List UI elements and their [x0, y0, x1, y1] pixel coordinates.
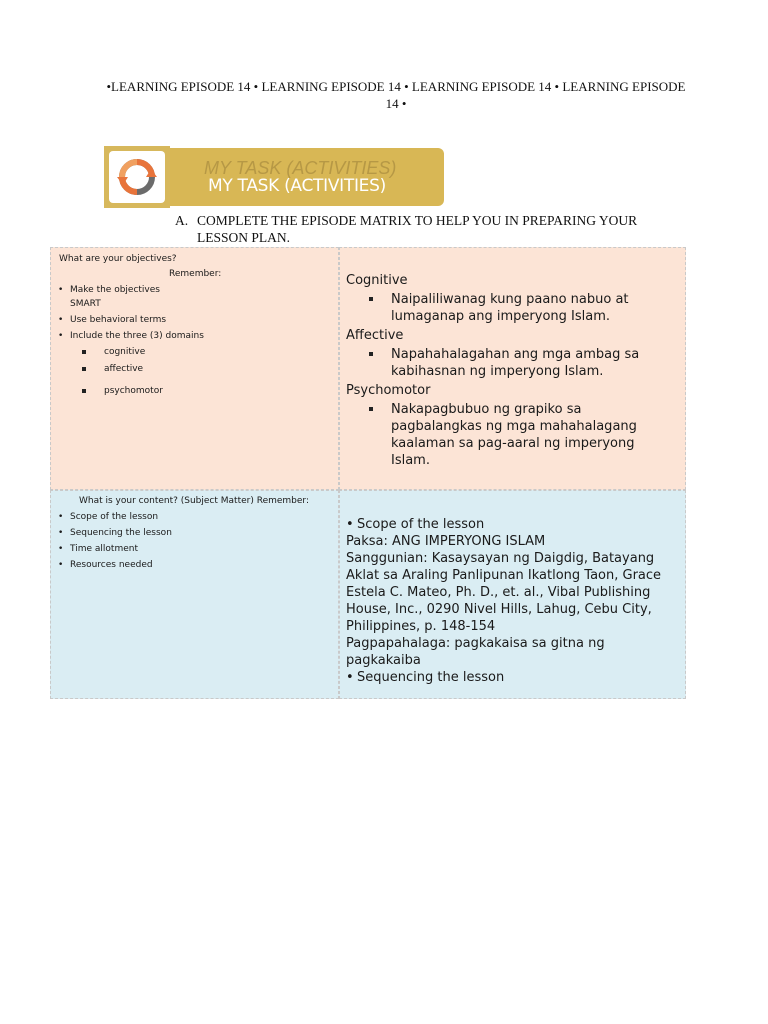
content-answer — [346, 516, 682, 686]
list-item: • Resources needed — [58, 560, 153, 570]
banner-icon-frame — [104, 146, 170, 208]
episode-header: •LEARNING EPISODE 14 • LEARNING EPISODE 14 • LEARNING EPISODE 14 • LEARNING EPISODE 14 • — [106, 79, 686, 111]
remember-label: Remember: — [169, 269, 222, 279]
banner-title: MY TASK (ACTIVITIES) — [208, 176, 386, 196]
content-question: What is your content? (Subject Matter) Remember: — [79, 496, 309, 506]
objectives-tips-list — [57, 283, 327, 401]
objectives-question: What are your objectives? — [59, 254, 177, 264]
sequencing-label: • Sequencing the lesson — [346, 670, 505, 685]
sanggunian: Sanggunian: Kasaysayan ng Daigdig, Batayang Aklat sa Araling Panlipunan Ikatlong Taon, Grace Estela C. Mateo, Ph. D., et. al., Vibal Publishing House, Inc., 0290 Nivel Hills, Lahug, Cebu City, Philippines, p. 148-154 — [346, 551, 662, 634]
domains-sublist — [70, 345, 327, 398]
episode-matrix — [50, 247, 686, 699]
list-item: • Use behavioral terms — [58, 315, 167, 325]
objectives-answer — [346, 272, 676, 471]
paksa: Paksa: ANG IMPERYONG ISLAM — [346, 534, 546, 549]
content-prompt-cell — [50, 490, 339, 699]
instruction-text: COMPLETE THE EPISODE MATRIX TO HELP YOU IN PREPARING YOUR LESSON PLAN. — [197, 213, 638, 245]
list-item: • Make the objectives SMART — [58, 285, 160, 309]
objective-item: Nakapagbubuo ng grapiko sa pagbalangkas ng mga mahahalagang kaalaman sa pag-aaral ng imperyong Islam. — [346, 401, 676, 469]
list-item: • Include the three (3) domains cognitive affective psychomotor — [57, 329, 327, 398]
sub-list-item: psychomotor — [70, 384, 327, 398]
domain-heading-psychomotor: Psychomotor — [346, 383, 431, 398]
objectives-prompt-cell — [50, 247, 339, 490]
domain-heading-affective: Affective — [346, 328, 404, 343]
content-tips-list — [57, 510, 172, 574]
list-item: • Sequencing the lesson — [58, 528, 172, 538]
list-item: • Time allotment — [58, 544, 138, 554]
instruction-letter: A. — [175, 213, 189, 228]
cycle-arrows-icon — [115, 155, 159, 199]
objective-item: Naipaliliwanag kung paano nabuo at lumaganap ang imperyong Islam. — [346, 291, 676, 325]
domain-heading-cognitive: Cognitive — [346, 273, 408, 288]
content-answer-cell — [339, 490, 686, 699]
task-banner — [104, 146, 444, 208]
pagpapahalaga: Pagpapahalaga: pagkakaisa sa gitna ng pagkakaiba — [346, 636, 605, 668]
scope-label: • Scope of the lesson — [346, 517, 485, 532]
list-item: • Scope of the lesson — [58, 512, 159, 522]
instruction — [175, 212, 675, 246]
sub-list-item: affective — [70, 362, 327, 376]
banner-ghost-title: MY TASK (ACTIVITIES) — [204, 158, 397, 178]
objective-item: Napahahalagahan ang mga ambag sa kabihasnan ng imperyong Islam. — [346, 346, 676, 380]
banner-bar — [170, 148, 444, 206]
sub-list-item: cognitive — [70, 345, 327, 359]
objectives-answer-cell — [339, 247, 686, 490]
